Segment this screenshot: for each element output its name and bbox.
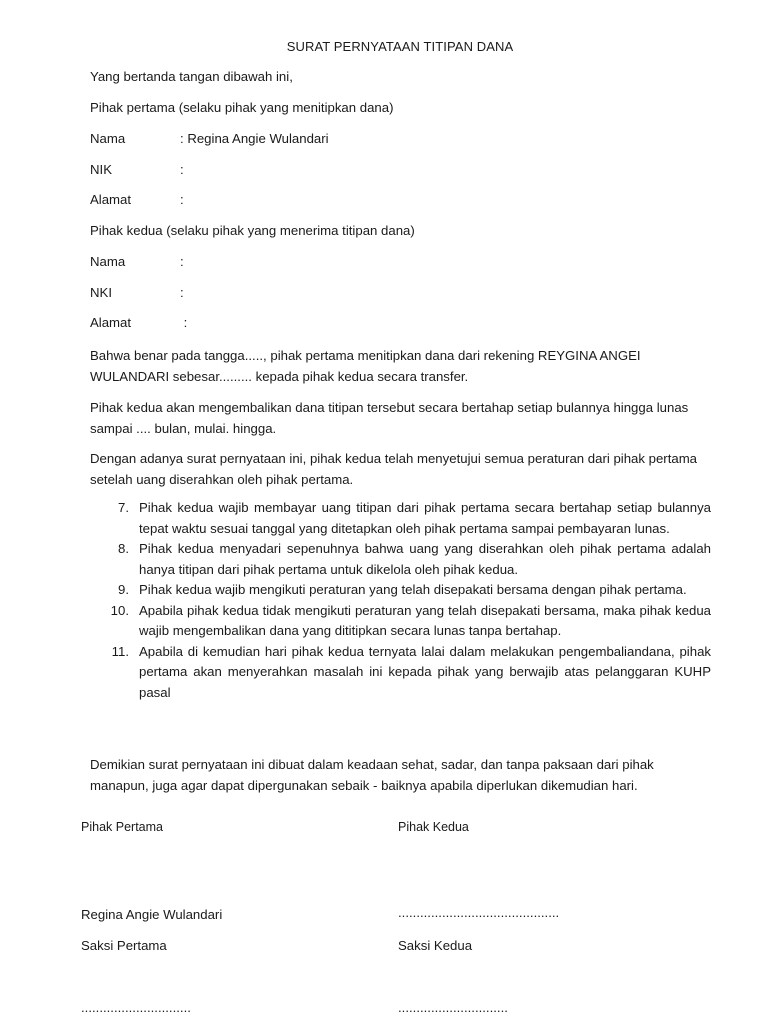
first-party-signature-name: Regina Angie Wulandari <box>81 907 223 922</box>
field-value: : <box>180 162 184 177</box>
list-item <box>90 498 711 539</box>
first-party-heading: Pihak pertama (selaku pihak yang menitipkan dana) <box>90 100 394 115</box>
field-value: : <box>180 285 184 300</box>
list-item <box>90 539 711 580</box>
field-value: : <box>180 192 184 207</box>
second-party-heading: Pihak kedua (selaku pihak yang menerima titipan dana) <box>90 223 415 238</box>
list-item <box>90 580 711 601</box>
transfer-paragraph: Bahwa benar pada tangga....., pihak pertama menitipkan dana dari rekening REYGINA ANGEI WULANDARI sebesar......... kepada pihak kedua secara transfer. <box>90 348 641 384</box>
list-item-number: 8. <box>118 541 129 556</box>
list-item <box>90 642 711 704</box>
list-item-text: Apabila pihak kedua tidak mengikuti peraturan yang telah disepakati bersama, maka pihak kedua wajib mengembalikan dana yang dititipkan secara lunas tanpa bertahap. <box>139 602 711 638</box>
list-item-number: 9. <box>118 582 129 597</box>
field-label: NKI <box>90 285 112 300</box>
list-item-text: Apabila di kemudian hari pihak kedua ternyata lalai dalam melakukan pengembaliandana, pihak pertama akan menyerahkan masalah ini kepada pihak yang berwajib atas pelanggaran KUHP pasal <box>139 643 711 700</box>
agreement-paragraph: Dengan adanya surat pernyataan ini, pihak kedua telah menyetujui semua peraturan dari pihak pertama setelah uang diserahkan oleh pihak pertama. <box>90 451 698 487</box>
second-party-name-field <box>90 254 184 269</box>
repayment-paragraph: Pihak kedua akan mengembalikan dana titipan tersebut secara bertahap setiap bulannya hingga lunas sampai .... bulan, mulai. hingga. <box>90 400 689 436</box>
list-item-text: Pihak kedua wajib membayar uang titipan dari pihak pertama secara bertahap setiap bulannya tepat waktu sesuai tanggal yang ditetapkan oleh pihak pertama sampai pembayaran lunas. <box>139 500 711 536</box>
second-party-signature-name: ............................................ <box>398 905 560 920</box>
second-party-address-field <box>90 315 187 330</box>
field-label: Nama <box>90 254 126 269</box>
second-party-signature-heading: Pihak Kedua <box>398 820 469 834</box>
field-label: Alamat <box>90 315 132 330</box>
first-party-address-field <box>90 192 184 207</box>
document-title: SURAT PERNYATAAN TITIPAN DANA <box>286 39 514 54</box>
list-item-text: Pihak kedua menyadari sepenuhnya bahwa uang yang diserahkan oleh pihak pertama adalah hanya titipan dari pihak pertama untuk dikelola oleh pihak kedua. <box>139 541 711 577</box>
field-value: : <box>180 315 188 330</box>
first-witness-heading: Saksi Pertama <box>81 938 167 953</box>
first-witness-signature-name: .............................. <box>81 1000 191 1015</box>
list-item-number: 11. <box>111 643 129 659</box>
field-label: Nama <box>90 131 126 146</box>
list-item-number: 7. <box>118 500 129 515</box>
rules-list <box>90 498 711 703</box>
field-label: Alamat <box>90 192 132 207</box>
second-party-nki-field <box>90 285 184 300</box>
intro-text: Yang bertanda tangan dibawah ini, <box>90 69 293 84</box>
list-item-text: Pihak kedua wajib mengikuti peraturan yang telah disepakati bersama dengan pihak pertama. <box>139 582 687 597</box>
list-item <box>90 601 711 642</box>
field-label: NIK <box>90 162 112 177</box>
first-party-name-field <box>90 131 329 146</box>
field-value: : Regina Angie Wulandari <box>180 131 329 146</box>
list-item-number: 10. <box>110 602 129 618</box>
first-party-nik-field <box>90 162 184 177</box>
closing-paragraph: Demikian surat pernyataan ini dibuat dalam keadaan sehat, sadar, dan tanpa paksaan dari pihak manapun, juga agar dapat dipergunakan sebaik - baiknya apabila diperlukan dikemudian hari. <box>90 757 654 793</box>
field-value: : <box>180 254 184 269</box>
second-witness-heading: Saksi Kedua <box>398 938 473 953</box>
first-party-signature-heading: Pihak Pertama <box>81 820 163 834</box>
second-witness-signature-name: .............................. <box>398 1000 508 1015</box>
